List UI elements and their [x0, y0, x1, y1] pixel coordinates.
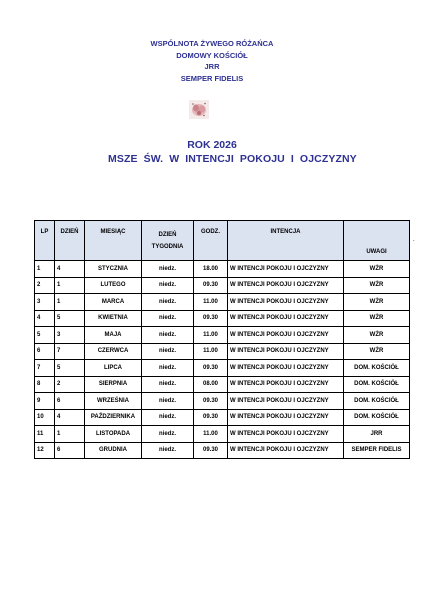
organization-header	[0, 38, 424, 84]
cell-notes: WŻR	[344, 277, 410, 294]
cell-intention: W INTENCJI POKOJU I OJCZYZNY	[228, 310, 344, 327]
document-subtitle: MSZE ŚW. W INTENCJI POKOJU I OJCZYZNY	[108, 153, 357, 165]
cell-month: LUTEGO	[85, 277, 142, 294]
cell-intention: W INTENCJI POKOJU I OJCZYZNY	[228, 343, 344, 360]
cell-lp: 3	[35, 294, 55, 311]
cell-weekday: niedz.	[142, 343, 194, 360]
cell-hour: 09.30	[194, 310, 228, 327]
cell-lp: 6	[35, 343, 55, 360]
cell-notes: WŻR	[344, 294, 410, 311]
column-header-day: DZIEŃ	[55, 221, 85, 261]
cell-notes: DOM. KOŚCIÓŁ	[344, 376, 410, 393]
rosary-logo-image	[189, 100, 209, 119]
column-header-notes: UWAGI	[344, 221, 410, 261]
cell-weekday: niedz.	[142, 327, 194, 344]
cell-weekday: niedz.	[142, 393, 194, 410]
table-header-row	[35, 221, 410, 261]
cell-day: 4	[55, 409, 85, 426]
cell-weekday: niedz.	[142, 409, 194, 426]
cell-weekday: niedz.	[142, 376, 194, 393]
column-header-intention: INTENCJA	[228, 221, 344, 261]
cell-day: 1	[55, 426, 85, 443]
cell-lp: 4	[35, 310, 55, 327]
cell-hour: 11.00	[194, 343, 228, 360]
table-row	[35, 393, 410, 410]
cell-notes: SEMPER FIDELIS	[344, 442, 410, 459]
cell-hour: 09.30	[194, 409, 228, 426]
cell-hour: 08.00	[194, 376, 228, 393]
cell-notes: DOM. KOŚCIÓŁ	[344, 393, 410, 410]
cell-weekday: niedz.	[142, 310, 194, 327]
cell-intention: W INTENCJI POKOJU I OJCZYZNY	[228, 277, 344, 294]
cell-day: 1	[55, 277, 85, 294]
cell-notes: DOM. KOŚCIÓŁ	[344, 409, 410, 426]
table-row	[35, 409, 410, 426]
cell-lp: 1	[35, 261, 55, 278]
org-motto: SEMPER FIDELIS	[180, 73, 244, 83]
cell-lp: 2	[35, 277, 55, 294]
cell-hour: 11.00	[194, 294, 228, 311]
cell-day: 7	[55, 343, 85, 360]
cell-lp: 8	[35, 376, 55, 393]
cell-month: SIERPNIA	[85, 376, 142, 393]
cell-hour: 09.30	[194, 277, 228, 294]
cell-intention: W INTENCJI POKOJU I OJCZYZNY	[228, 442, 344, 459]
cell-hour: 18.00	[194, 261, 228, 278]
table-row	[35, 327, 410, 344]
cell-notes: DOM. KOŚCIÓŁ	[344, 360, 410, 377]
org-abbreviation: JRR	[204, 62, 220, 71]
table-row	[35, 360, 410, 377]
cell-intention: W INTENCJI POKOJU I OJCZYZNY	[228, 409, 344, 426]
cell-month: WRZEŚNIA	[85, 393, 142, 410]
column-header-month: MIESIĄC	[85, 221, 142, 261]
year-heading: ROK 2026	[187, 139, 237, 151]
table-row	[35, 442, 410, 459]
cell-weekday: niedz.	[142, 277, 194, 294]
cell-weekday: niedz.	[142, 360, 194, 377]
org-name: WSPÓLNOTA ŻYWEGO RÓŻAŃCA	[150, 39, 274, 48]
cell-intention: W INTENCJI POKOJU I OJCZYZNY	[228, 327, 344, 344]
cell-lp: 9	[35, 393, 55, 410]
cell-month: PAŹDZIERNIKA	[85, 409, 142, 426]
table-row	[35, 261, 410, 278]
cell-intention: W INTENCJI POKOJU I OJCZYZNY	[228, 426, 344, 443]
table-row	[35, 294, 410, 311]
cell-hour: 09.30	[194, 442, 228, 459]
cell-hour: 09.30	[194, 393, 228, 410]
cell-day: 6	[55, 393, 85, 410]
cell-intention: W INTENCJI POKOJU I OJCZYZNY	[228, 261, 344, 278]
cell-day: 5	[55, 310, 85, 327]
cell-day: 3	[55, 327, 85, 344]
mass-schedule-table	[34, 220, 410, 459]
cell-day: 2	[55, 376, 85, 393]
table-row	[35, 426, 410, 443]
cell-lp: 7	[35, 360, 55, 377]
cell-month: LIPCA	[85, 360, 142, 377]
cell-notes: WŻR	[344, 261, 410, 278]
cell-intention: W INTENCJI POKOJU I OJCZYZNY	[228, 393, 344, 410]
cell-weekday: niedz.	[142, 442, 194, 459]
cell-month: MAJA	[85, 327, 142, 344]
page-edge-mark: .	[413, 237, 415, 243]
cell-hour: 11.00	[194, 426, 228, 443]
cell-intention: W INTENCJI POKOJU I OJCZYZNY	[228, 376, 344, 393]
cell-notes: WŻR	[344, 310, 410, 327]
cell-notes: JRR	[344, 426, 410, 443]
column-header-hour: GODZ.	[194, 221, 228, 261]
cell-lp: 5	[35, 327, 55, 344]
cell-weekday: niedz.	[142, 426, 194, 443]
cell-day: 6	[55, 442, 85, 459]
cell-lp: 12	[35, 442, 55, 459]
column-header-lp: LP	[35, 221, 55, 261]
cell-intention: W INTENCJI POKOJU I OJCZYZNY	[228, 360, 344, 377]
org-subgroup: DOMOWY KOŚCIÓŁ	[176, 50, 248, 60]
cell-weekday: niedz.	[142, 261, 194, 278]
cell-hour: 11.00	[194, 327, 228, 344]
cell-notes: WŻR	[344, 327, 410, 344]
cell-intention: W INTENCJI POKOJU I OJCZYZNY	[228, 294, 344, 311]
table-row	[35, 376, 410, 393]
cell-month: STYCZNIA	[85, 261, 142, 278]
cell-month: MARCA	[85, 294, 142, 311]
cell-hour: 09.30	[194, 360, 228, 377]
cell-notes: WŻR	[344, 343, 410, 360]
cell-month: GRUDNIA	[85, 442, 142, 459]
table-row	[35, 310, 410, 327]
cell-day: 1	[55, 294, 85, 311]
cell-day: 5	[55, 360, 85, 377]
column-header-weekday-line1: DZIEŃ	[158, 231, 177, 238]
column-header-weekday	[142, 221, 194, 261]
table-row	[35, 277, 410, 294]
cell-weekday: niedz.	[142, 294, 194, 311]
cell-lp: 10	[35, 409, 55, 426]
cell-lp: 11	[35, 426, 55, 443]
cell-month: LISTOPADA	[85, 426, 142, 443]
column-header-weekday-line2: TYGODNIA	[151, 243, 184, 250]
cell-day: 4	[55, 261, 85, 278]
cell-month: KWIETNIA	[85, 310, 142, 327]
table-row	[35, 343, 410, 360]
cell-month: CZERWCA	[85, 343, 142, 360]
